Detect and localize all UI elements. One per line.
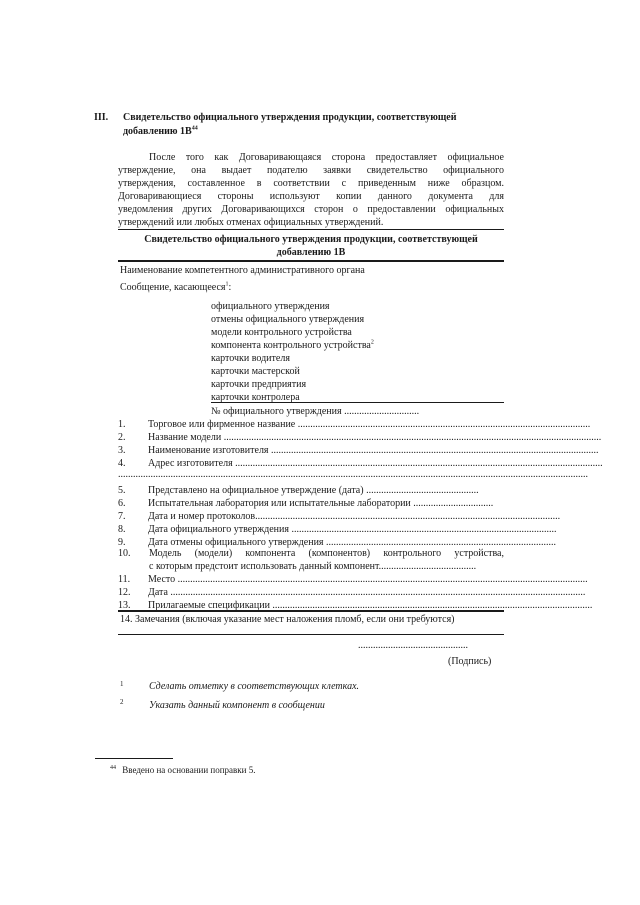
form-item-text: Дата и номер протоколов.......................................................................................................................... bbox=[148, 511, 561, 522]
form-heading bbox=[118, 233, 504, 259]
form-item-text: Торговое или фирменное название ..................................................................................................................... bbox=[148, 419, 591, 430]
form-item: 12. Дата ...................................................................................................................................................................... bbox=[118, 587, 586, 598]
form-item-text: Наименование изготовителя ................................................................................................................................... bbox=[148, 445, 599, 456]
form-item-text: Дата отмены официального утверждения ............................................................................................ bbox=[148, 537, 557, 548]
form-heading-line2: добавлению 1B bbox=[276, 247, 346, 258]
form-item: 4. Адрес изготовителя ................................................................................................................................................... bbox=[118, 458, 603, 469]
communication-label: Сообщение, касающееся$^1$: bbox=[120, 281, 232, 293]
page-footnote bbox=[110, 764, 255, 776]
intro-line: После того как Договаривающаяся сторона предоставляет официальное bbox=[149, 152, 504, 163]
form-item: 8. Дата официального утверждения .......................................................................................................... bbox=[118, 524, 557, 535]
form-item-text: Представлено на официальное утверждение (дата) ............................................. bbox=[148, 485, 479, 496]
form-item: 11. Место .................................................................................................................................................................... bbox=[118, 574, 588, 585]
approval-number-label: № официального утверждения .............................. bbox=[211, 406, 420, 417]
signature-dots: ............................................ bbox=[358, 640, 468, 651]
section-title-line2: добавлению $1B^{44}$ bbox=[123, 125, 198, 137]
footnote-ref-44: 44 bbox=[191, 125, 198, 132]
form-item-text: Адрес изготовителя ................................................................................................................................................... bbox=[148, 458, 603, 469]
option-driver-card: карточки водителя bbox=[211, 353, 290, 364]
option-company-card: карточки предприятия bbox=[211, 379, 307, 390]
form-top-rule bbox=[118, 229, 504, 230]
form-item-text: Прилагаемые спецификации ................................................................................................................................ bbox=[148, 600, 593, 611]
form-item: 9. Дата отмены официального утверждения ............................................................................................ bbox=[118, 537, 557, 548]
option-device-model: модели контрольного устройства bbox=[211, 327, 352, 338]
address-continuation-dots: ............................................................................................................................................................................................ bbox=[118, 469, 588, 480]
form-item-text: Название модели ....................................................................................................................................................... bbox=[148, 432, 602, 443]
option-approval: официального утверждения bbox=[211, 301, 330, 312]
authority-label: Наименование компетентного административного органа bbox=[120, 265, 365, 276]
form-item-text: Дата ...................................................................................................................................................................... bbox=[148, 587, 586, 598]
options-list bbox=[211, 300, 374, 404]
form-footnote-mark: 1 bbox=[120, 680, 124, 688]
footnote-ref-1: 1 bbox=[225, 281, 229, 288]
form-item: 7. Дата и номер протоколов.......................................................................................................................... bbox=[118, 511, 561, 522]
options-rule bbox=[211, 402, 504, 403]
form-item: 1. Торговое или фирменное название ..................................................................................................................... bbox=[118, 419, 591, 430]
form-heading-rule bbox=[118, 260, 504, 262]
form-item: 6. Испытательная лаборатория или испытательные лаборатории ................................ bbox=[118, 497, 504, 510]
section-title-line1: Свидетельство официального утверждения продукции, соответствующей bbox=[123, 112, 457, 123]
option-control-card: карточки контролера bbox=[211, 392, 300, 403]
remarks-label: 14. Замечания (включая указание мест наложения пломб, если они требуются) bbox=[120, 614, 455, 625]
form-item-text: Место .................................................................................................................................................................... bbox=[148, 574, 588, 585]
intro-line: утверждение, она выдает подателю заявки свидетельство официального bbox=[118, 165, 504, 176]
intro-line: утверждений или любых отменах официальных утверждений. bbox=[118, 217, 384, 228]
page-footnote-text: Введено на основании поправки 5. bbox=[122, 765, 256, 775]
form-item-10-line1: Модель (модели) компонента (компонентов) контрольного устройства, bbox=[149, 548, 504, 559]
form-item-10 bbox=[118, 547, 504, 573]
intro-line: Договаривающиеся стороны используют копии данного документа для bbox=[118, 191, 504, 202]
form-item-text: Дата официального утверждения .......................................................................................................... bbox=[148, 524, 557, 535]
form-item-10-num: 10. bbox=[118, 548, 131, 559]
form-heading-line1: Свидетельство официального утверждения продукции, соответствующей bbox=[144, 234, 478, 245]
form-footnote-mark: 2 bbox=[120, 698, 124, 706]
section-numeral: III. bbox=[94, 112, 109, 123]
section-title bbox=[123, 111, 503, 138]
form-item-text: Испытательная лаборатория или испытательные лаборатории ................................ bbox=[148, 498, 494, 509]
page-footnote-mark: 44 bbox=[110, 765, 116, 771]
remarks-rule bbox=[118, 634, 504, 635]
form-item: 3. Наименование изготовителя ................................................................................................................................... bbox=[118, 445, 599, 456]
intro-line: утверждения, составленное в соответствии с приведенным ниже образцом. bbox=[118, 178, 504, 189]
form-item: 2. Название модели ....................................................................................................................................................... bbox=[118, 432, 602, 443]
intro-line: уведомления других Договаривающихся сторон о предоставлении официальных bbox=[118, 204, 504, 215]
form-item: 5. Представлено на официальное утверждение (дата) ............................................. bbox=[118, 484, 504, 497]
items-bottom-rule bbox=[118, 610, 504, 612]
option-workshop-card: карточки мастерской bbox=[211, 366, 300, 377]
form-footnote-text: Указать данный компонент в сообщении bbox=[149, 700, 325, 711]
intro-paragraph bbox=[118, 151, 504, 229]
option-revocation: отмены официального утверждения bbox=[211, 314, 365, 325]
form-footnote-text: Сделать отметку в соответствующих клетках. bbox=[149, 681, 360, 692]
form-item: 13. Прилагаемые спецификации ................................................................................................................................ bbox=[118, 600, 593, 611]
option-device-component: компонента контрольного устройства$^2$ bbox=[211, 339, 374, 351]
footnote-ref-2: 2 bbox=[370, 339, 374, 346]
signature-label: (Подпись) bbox=[448, 656, 492, 667]
form-item-10-line2: с которым предстоит использовать данный компонент....................................... bbox=[149, 561, 477, 572]
footnote-separator bbox=[95, 758, 173, 759]
